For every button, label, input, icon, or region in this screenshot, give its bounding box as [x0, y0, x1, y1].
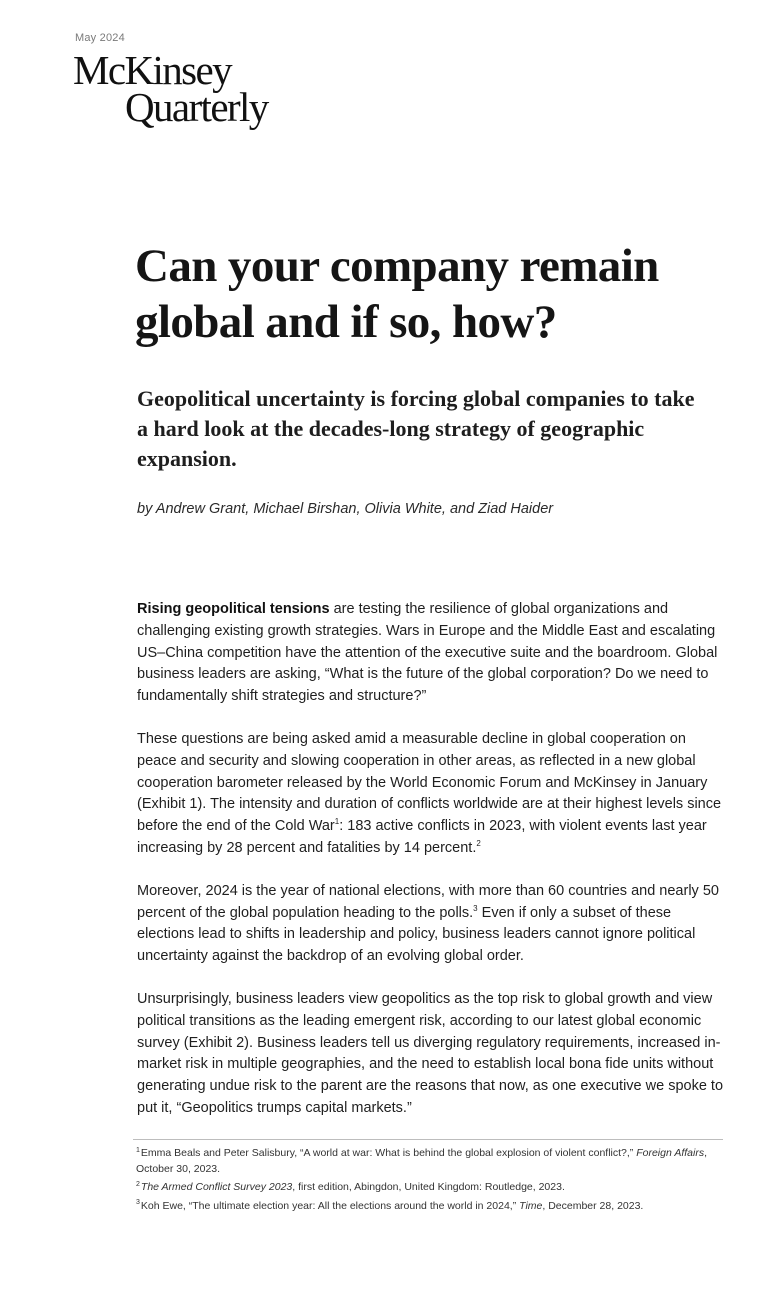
footnote-publication: Foreign Affairs — [636, 1147, 705, 1159]
footnote-ref-3[interactable]: 3 — [473, 903, 478, 913]
footnotes — [133, 1146, 723, 1217]
article-byline: by Andrew Grant, Michael Birshan, Olivia White, and Ziad Haider — [137, 501, 554, 517]
footnote-text: Emma Beals and Peter Salisbury, “A world at war: What is behind the global explosion of violent conflict?,” — [140, 1147, 637, 1159]
paragraph-text: : 183 active conflicts in 2023, with violent events last year increasing by 28 percent and fatalities by 14 percent. — [137, 818, 707, 856]
footnote-3 — [133, 1199, 723, 1215]
footnote-ref-1[interactable]: 1 — [334, 817, 340, 827]
footnote-text: , October 30, 2023. — [136, 1147, 708, 1175]
body-paragraph-3 — [137, 881, 727, 968]
lead-in: Rising geopolitical tensions — [137, 601, 330, 617]
body-paragraph-4: Unsurprisingly, business leaders view geopolitics as the top risk to global growth and view political transitions as the leading emergent risk, according to our latest global economic survey (Exhibit 2). Business leaders tell us diverging regulatory requirements, increased in-market risk in multiple geographies, and the need to establish local bona fide units without generating undue risk to the parent are the reasons that now, as one executive we spoke to put it, “Geopolitics trumps capital markets.” — [137, 990, 724, 1116]
footnote-divider — [133, 1139, 723, 1140]
article-title: Can your company remain global and if so, how? — [135, 240, 659, 348]
footnote-text: , first edition, Abingdon, United Kingdom: Routledge, 2023. — [292, 1181, 565, 1193]
footnote-publication: The Armed Conflict Survey 2023 — [140, 1181, 293, 1193]
paragraph-text: These questions are being asked amid a measurable decline in global cooperation on peace and security and slowing cooperation in other areas, as reflected in a new global cooperation barometer released by the World Economic Forum and McKinsey in January (Exhibit 1). The intensity and duration of conflicts worldwide are at their highest levels since before the end of the Cold War — [137, 730, 722, 835]
brand-line-1: McKinsey — [73, 47, 232, 93]
footnote-2 — [133, 1180, 723, 1196]
paragraph-text: Even if only a subset of these elections lead to shifts in leadership and policy, business leaders cannot ignore political uncertainty against the backdrop of an evolving global order. — [137, 904, 696, 965]
paragraph-text: are testing the resilience of global organizations and challenging existing growth strategies. Wars in Europe and the Middle East and escalating US–China competition have the attention of the executive suite and the boardroom. Global business leaders are asking, “What is the future of the global corporation? Do we need to fundamentally shift strategies and structure?” — [137, 601, 718, 705]
footnote-number: 2 — [136, 1180, 140, 1188]
brand-logo — [73, 47, 268, 130]
paragraph-text: Moreover, 2024 is the year of national elections, with more than 60 countries and nearly 50 percent of the global population heading to the polls. — [137, 882, 719, 921]
footnote-text: Koh Ewe, “The ultimate election year: All the elections around the world in 2024,” — [140, 1199, 520, 1212]
article-deck: Geopolitical uncertainty is forcing global companies to take a hard look at the decades-long strategy of geographic expansion. — [137, 386, 695, 471]
brand-line-2: Quarterly — [125, 84, 268, 130]
body-paragraph-2 — [137, 729, 727, 860]
article-body — [137, 599, 727, 1141]
footnote-number: 3 — [136, 1199, 140, 1206]
footnote-text: , December 28, 2023. — [542, 1199, 644, 1212]
footnote-ref-2[interactable]: 2 — [476, 839, 481, 849]
footnote-1 — [133, 1146, 723, 1177]
footnote-publication: Time — [519, 1199, 543, 1212]
body-paragraph-1 — [137, 599, 727, 708]
footnote-number: 1 — [136, 1146, 140, 1154]
issue-date: May 2024 — [75, 32, 125, 44]
